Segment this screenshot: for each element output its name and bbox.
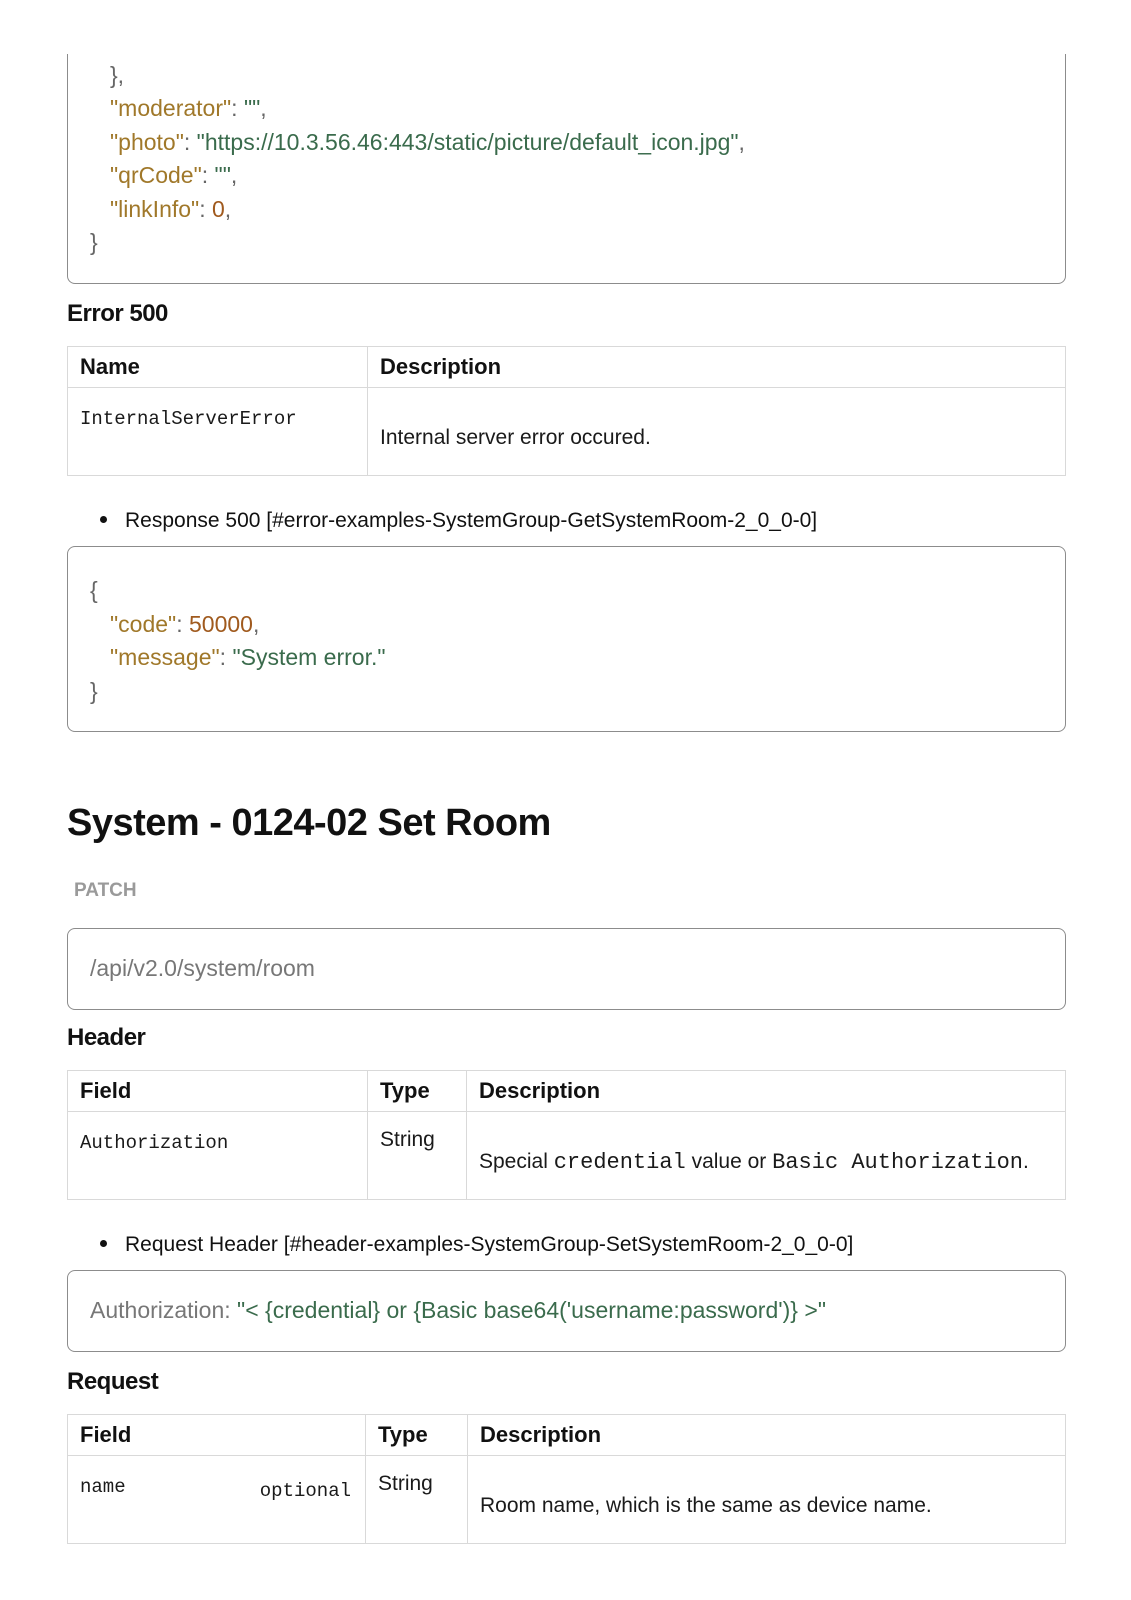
header-table <box>67 1070 1066 1200</box>
col-description-header: Description <box>468 1415 1066 1456</box>
col-description-header: Description <box>467 1071 1066 1112</box>
request-description: Room name, which is the same as device name. <box>480 1494 932 1517</box>
type-string: String <box>378 1472 433 1495</box>
response-example-box <box>67 54 1066 284</box>
authorization-example: Authorization: "< {credential} or {Basic base64('username:password')} >" <box>90 1297 826 1323</box>
bullet-text: Request Header [#header-examples-SystemGroup-SetSystemRoom-2_0_0-0] <box>125 1233 854 1256</box>
request-header-bullet <box>100 1233 853 1257</box>
error-example-box <box>67 546 1066 732</box>
code-line-message: "message": "System error." <box>110 644 386 670</box>
table-row <box>68 1456 1066 1544</box>
request-header-example-box <box>67 1270 1066 1352</box>
endpoint-path: /api/v2.0/system/room <box>90 955 315 981</box>
header-heading: Header <box>67 1024 146 1051</box>
code-line-open-brace: { <box>90 577 98 603</box>
col-field-header: Field <box>68 1415 366 1456</box>
code-line-qrcode: "qrCode": "", <box>110 162 238 188</box>
code-line-close-brace: } <box>90 678 98 704</box>
error-name: InternalServerError <box>80 408 297 430</box>
table-row <box>68 388 1066 476</box>
code-line-linkinfo: "linkInfo": 0, <box>110 196 232 222</box>
field-authorization: Authorization <box>80 1132 229 1154</box>
type-string: String <box>380 1128 435 1151</box>
error-description: Internal server error occured. <box>380 426 651 449</box>
code-line-photo: "photo": "https://10.3.56.46:443/static/picture/default_icon.jpg", <box>110 129 745 155</box>
field-name: name <box>80 1476 126 1498</box>
col-description-header: Description <box>368 347 1066 388</box>
bullet-dot <box>100 1240 107 1247</box>
request-heading: Request <box>67 1368 159 1395</box>
error-500-heading: Error 500 <box>67 300 168 327</box>
header-description: Special credential value or Basic Authorization. <box>467 1112 1066 1200</box>
col-type-header: Type <box>368 1071 467 1112</box>
http-method-badge: PATCH <box>74 880 137 901</box>
endpoint-box <box>67 928 1066 1010</box>
col-field-header: Field <box>68 1071 368 1112</box>
optional-label: optional <box>259 1480 351 1502</box>
response-500-bullet <box>100 509 817 533</box>
col-type-header: Type <box>366 1415 468 1456</box>
table-row <box>68 1112 1066 1200</box>
bullet-dot <box>100 516 107 523</box>
request-table <box>67 1414 1066 1544</box>
code-line-code: "code": 50000, <box>110 611 260 637</box>
error-500-table <box>67 346 1066 476</box>
bullet-text: Response 500 [#error-examples-SystemGroup-GetSystemRoom-2_0_0-0] <box>125 509 818 532</box>
code-line-end-brace: } <box>90 229 98 255</box>
code-line-close-brace: }, <box>110 62 125 88</box>
code-line-moderator: "moderator": "", <box>110 95 267 121</box>
section-title: System - 0124-02 Set Room <box>67 802 551 844</box>
col-name-header: Name <box>68 347 368 388</box>
